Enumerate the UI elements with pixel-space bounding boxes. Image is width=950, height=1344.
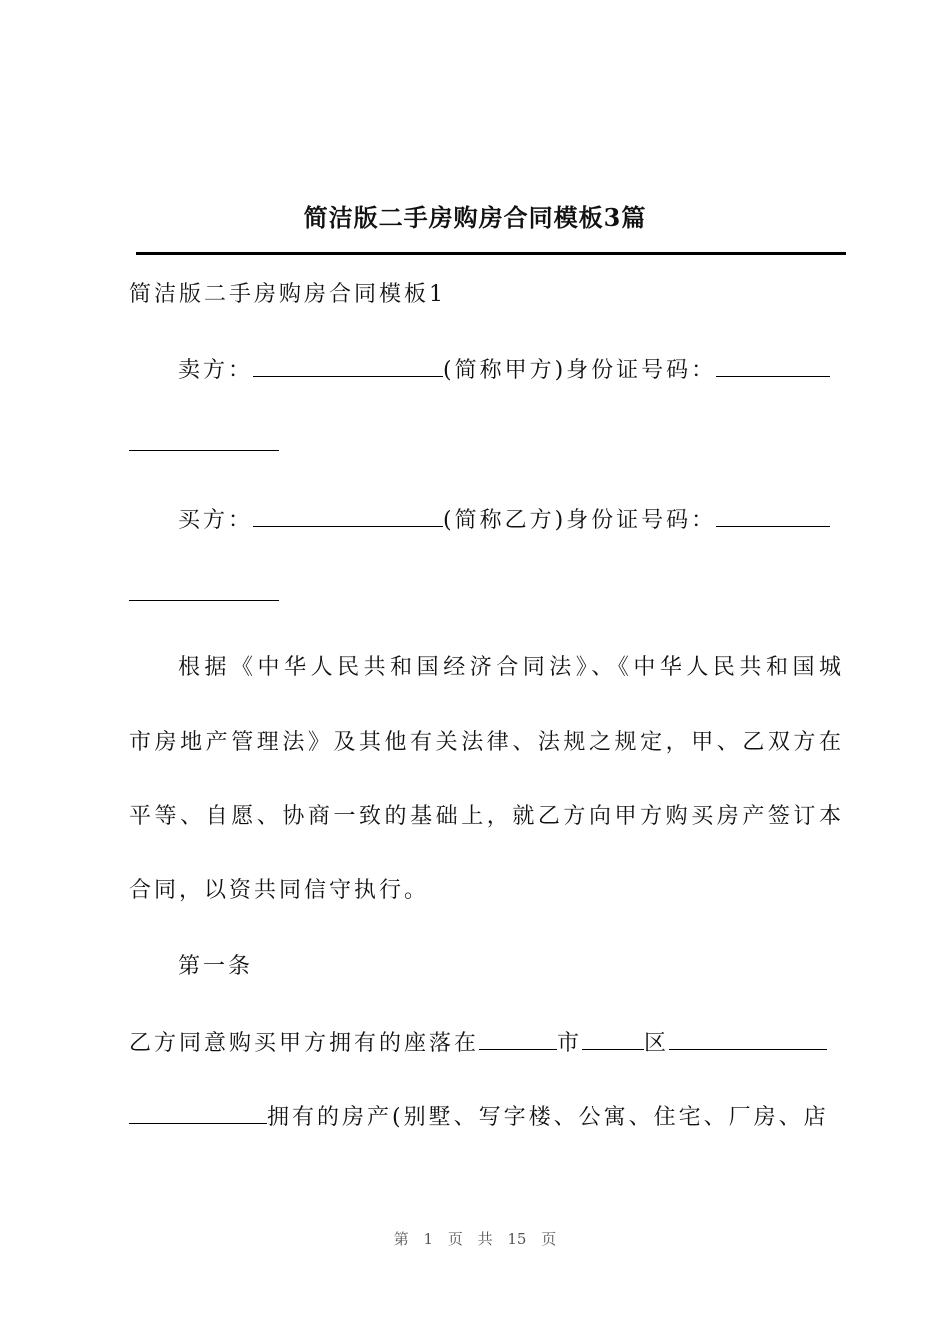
document-title: 简洁版二手房购房合同模板3篇 <box>303 203 647 232</box>
clause-text: 乙方同意购买甲方拥有的座落在 <box>129 1031 480 1056</box>
buyer-id-continuation <box>129 578 841 610</box>
district-blank <box>582 1027 644 1050</box>
paragraph-line: 平等、自愿、协商一致的基础上，就乙方向甲方购买房产签订本 <box>129 804 841 829</box>
paragraph-line: 市房地产管理法》及其他有关法律、法规之规定，甲、乙双方在 <box>129 730 841 755</box>
seller-abbr: (简称甲方)身份证号码： <box>443 358 717 383</box>
buyer-abbr: (简称乙方)身份证号码： <box>443 508 717 533</box>
buyer-id-blank-cont <box>129 578 279 601</box>
seller-label: 卖方： <box>178 358 254 383</box>
buyer-name-blank <box>253 504 443 527</box>
clause-line <box>129 1101 841 1133</box>
article-heading: 第一条 <box>178 954 254 979</box>
seller-name-blank <box>253 354 443 377</box>
address-blank <box>669 1027 827 1050</box>
buyer-id-blank <box>716 504 830 527</box>
clause-line <box>129 1027 841 1059</box>
seller-line <box>178 354 841 386</box>
seller-id-continuation <box>129 428 841 460</box>
district-label: 区 <box>644 1031 670 1056</box>
seller-id-blank-cont <box>129 428 279 451</box>
seller-id-blank <box>716 354 830 377</box>
paragraph-line: 合同，以资共同信守执行。 <box>129 878 430 903</box>
buyer-line <box>178 504 841 536</box>
page-footer: 第 1 页 共 15 页 <box>393 1230 557 1248</box>
buyer-label: 买方： <box>178 508 254 533</box>
address-blank-cont <box>129 1101 267 1124</box>
city-label: 市 <box>557 1031 583 1056</box>
clause-text: 拥有的房产(别墅、写字楼、公寓、住宅、厂房、店 <box>267 1105 829 1130</box>
city-blank <box>479 1027 557 1050</box>
paragraph-line: 根据《中华人民共和国经济合同法》、《中华人民共和国城 <box>178 655 841 680</box>
title-divider <box>136 252 846 255</box>
section-heading: 简洁版二手房购房合同模板1 <box>129 282 446 307</box>
